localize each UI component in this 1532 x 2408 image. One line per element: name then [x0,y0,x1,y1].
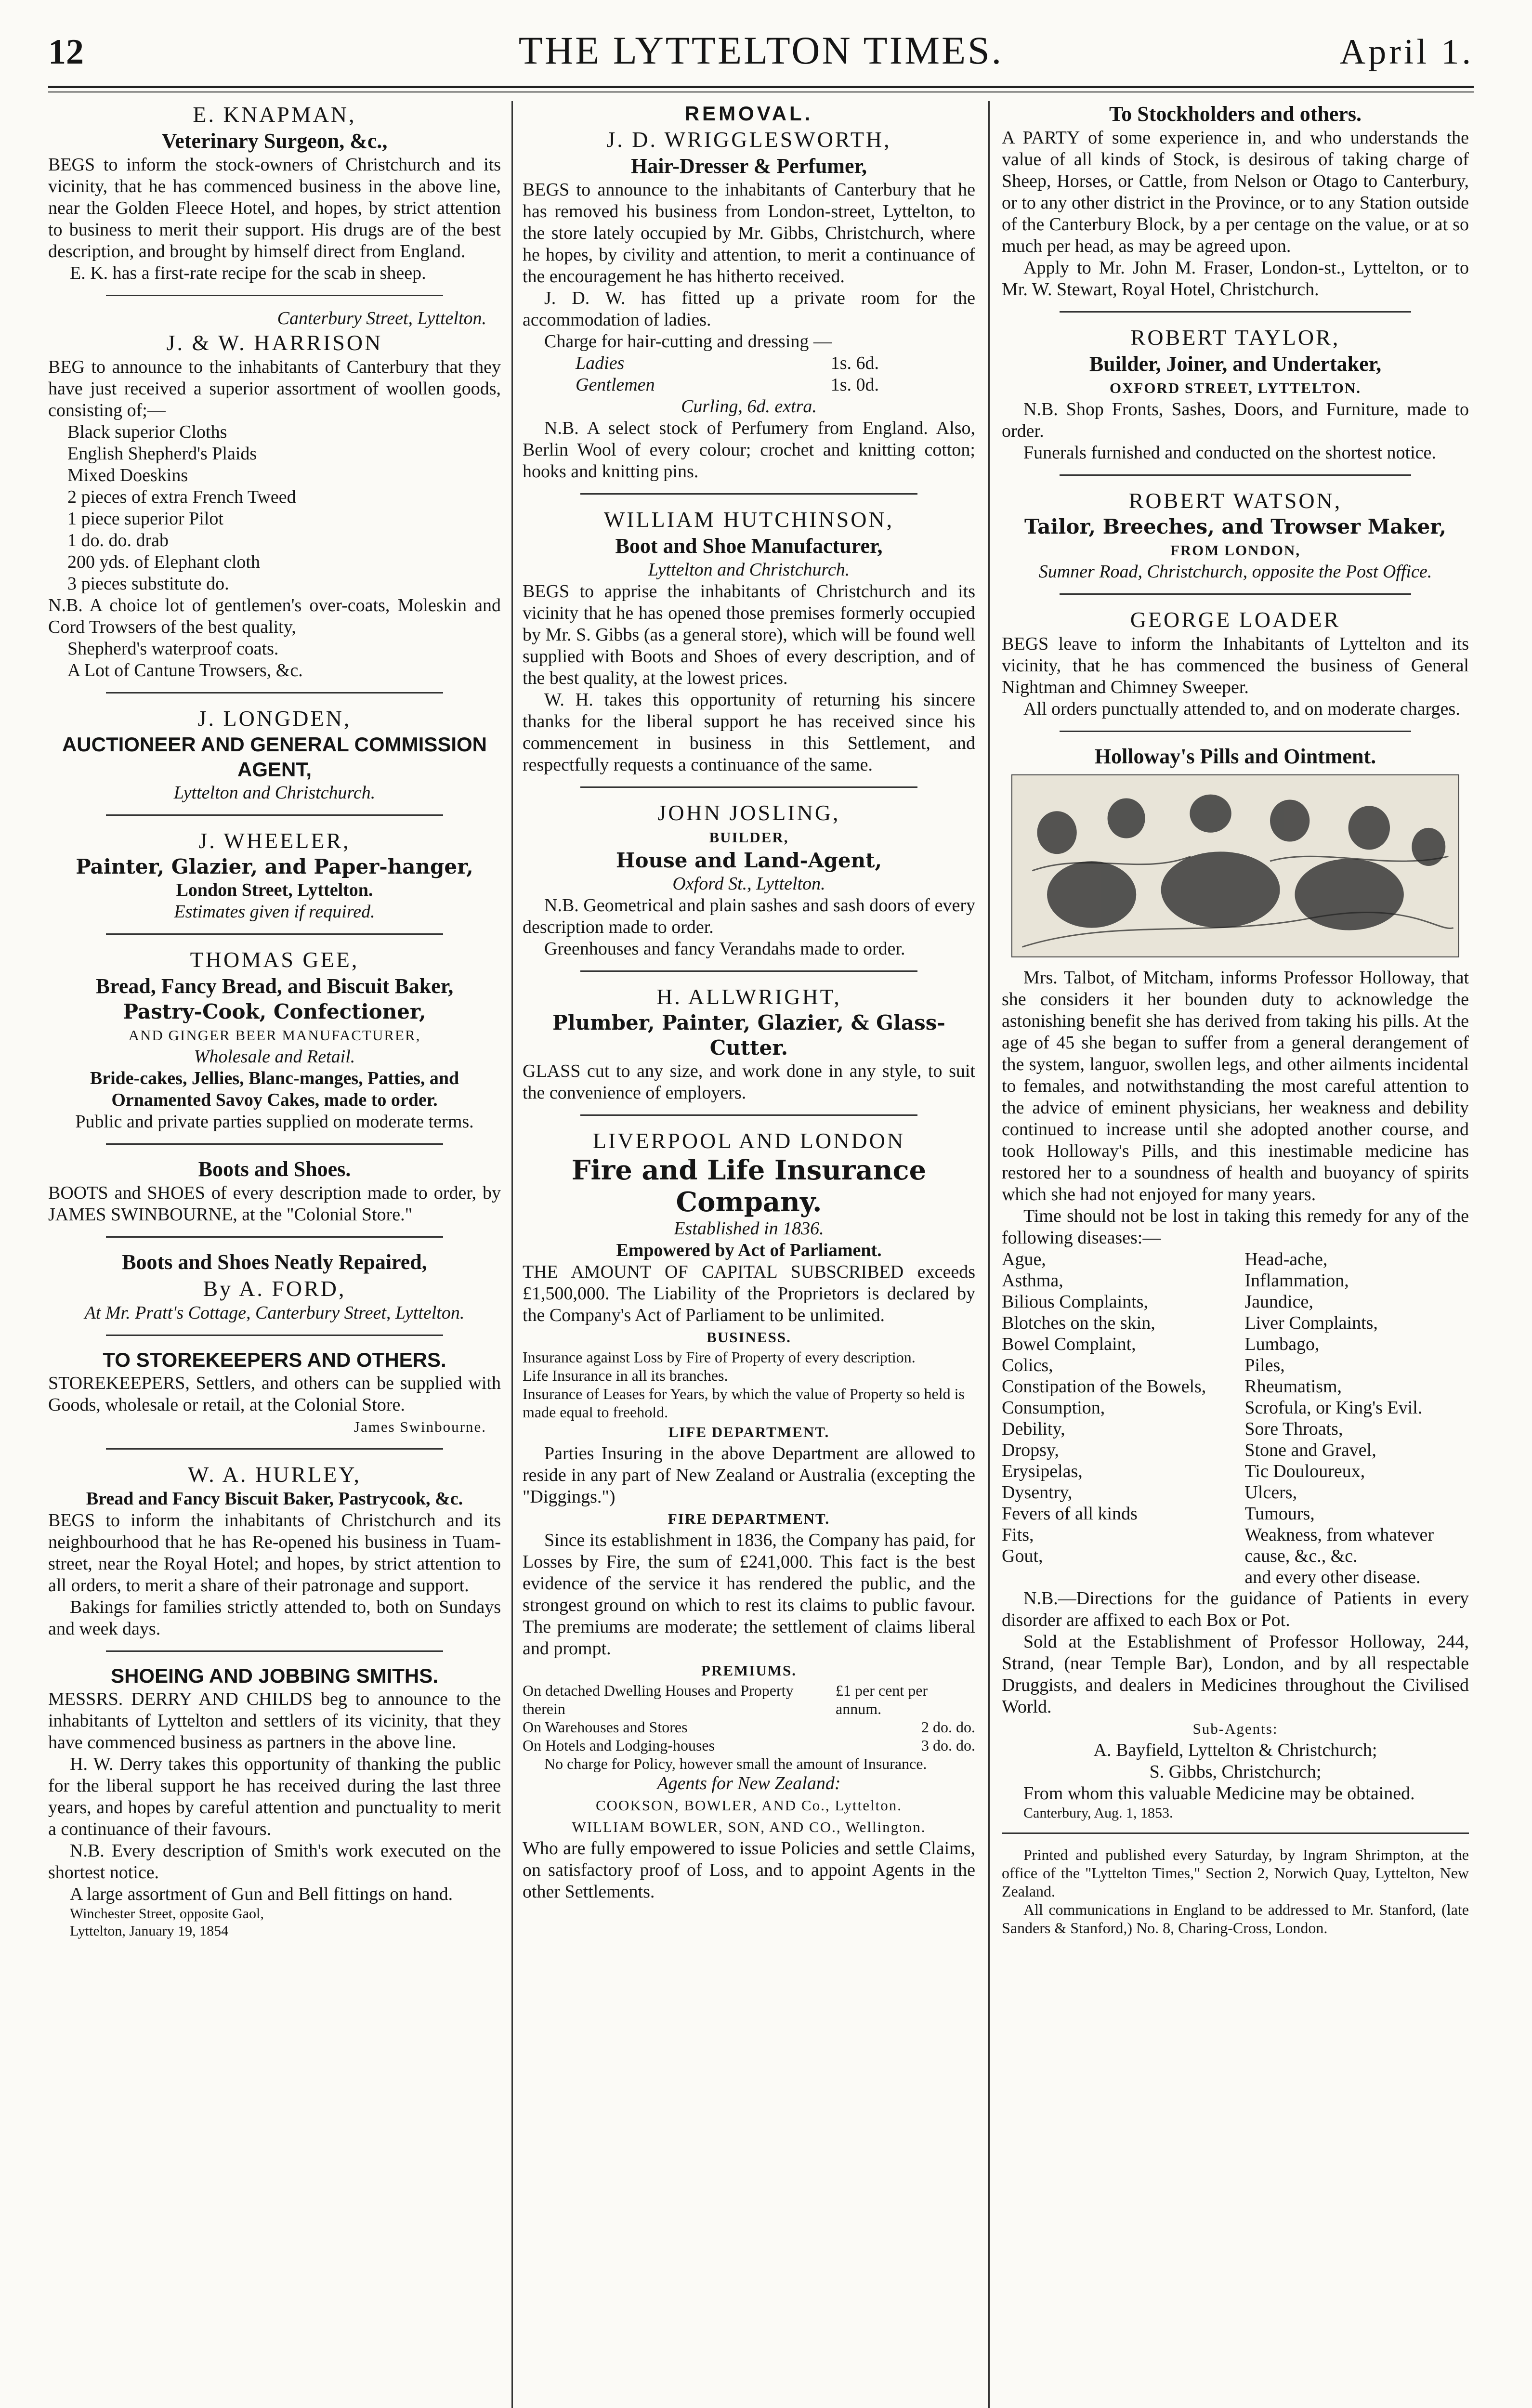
separator [106,814,443,816]
ad-title: LIVERPOOL AND LONDON [592,1128,905,1153]
agents-heading: Agents for New Zealand: [657,1773,841,1793]
ad-address: Canterbury Street, Lyttelton. [277,308,486,328]
page-number: 12 [48,32,84,72]
ad-nb: N.B. A select stock of Perfumery from England. Also, Berlin Wool of every colour; crochet and knitting cotton; hooks and knitting pins. [523,418,975,482]
subagents-heading: Sub-Agents: [1192,1720,1278,1737]
ad-body: STOREKEEPERS, Settlers, and others can be supplied with Goods, wholesale or retail, at the Colonial Store. [48,1373,501,1415]
ad-established: Established in 1836. [674,1218,824,1239]
separator [580,493,917,495]
subagent-line: A. Bayfield, Lyttelton & Christchurch; [1093,1740,1377,1760]
ad-apply: Apply to Mr. John M. Fraser, London-st., Lyttelton, or to Mr. W. Stewart, Royal Hotel, Christchurch. [1002,258,1469,300]
ad-name: J. D. WRIGGLESWORTH, [606,127,891,152]
diseases-list [1002,1249,1469,1588]
ad-title: Bread, Fancy Bread, and Biscuit Baker, [95,974,454,998]
ad-loader [1002,606,1469,720]
ad-body: A PARTY of some experience in, and who understands the value of all kinds of Stock, is desirous of taking charge of Sheep, Horses, or Cattle, from Nelson or Otago to Canterbury, or to any other district in the Province, or to any Station outside of the Canterbury Block, by a per centage on the value, or at so much per head, as may be agreed upon. [1002,128,1469,256]
ad-paragraph: W. H. takes this opportunity of returning his sincere thanks for the liberal support he has received since his commencement in business in this Settlement, and respectfully requests a continuance of the same. [523,690,975,775]
ad-trade: Pastry-Cook, Confectioner, [123,1000,426,1023]
column-2 [523,101,975,2408]
engraving-illustration [1011,774,1459,957]
price-value: 1s. 6d. [830,353,879,373]
ad-watson [1002,487,1469,583]
section-body: Parties Insuring in the above Department are allowed to reside in any part of New Zealand or Australia (excepting the "Diggings.") [523,1443,975,1507]
list-item: Insurance of Leases for Years, by which the value of Property so held is made equal to freehold. [523,1385,965,1421]
ad-title: Bread and Fancy Biscuit Baker, Pastrycook, &c. [86,1489,463,1509]
ad-paragraph: All orders punctually attended to, and on moderate charges. [1023,699,1460,719]
premium-row [523,1736,975,1754]
disease-item: Colics, [1002,1355,1053,1375]
imprint-address: All communications in England to be addressed to Mr. Stanford, (late Sanders & Stanford,) No. 8, Charing-Cross, London. [1002,1901,1469,1937]
ad-place: Lyttelton and Christchurch. [173,783,376,803]
section-heading: PREMIUMS. [701,1662,797,1679]
ad-title: Holloway's Pills and Ointment. [1094,745,1376,768]
ad-title: Boot and Shoe Manufacturer, [615,534,883,558]
disease-item: Gout, [1002,1546,1043,1566]
ad-trade: House and Land-Agent, [615,849,882,872]
ad-address: Sumner Road, Christchurch, opposite the Post Office. [1038,562,1432,582]
separator [106,1143,443,1145]
ad-boots [48,1156,501,1226]
ad-body: MESSRS. DERRY AND CHILDS beg to announce to the inhabitants of Lyttelton and settlers of its vicinity, that they have commenced business as partners in the above line. [48,1689,501,1753]
ad-body: BEGS to inform the inhabitants of Christchurch and its neighbourhood that he has Re-opened his business in Tuam-street, near the Royal Hotel; and hopes, by strict attention to all orders, to merit a share of their patronage and support. [48,1510,501,1596]
ad-name: ROBERT WATSON, [1128,488,1342,513]
ad-address: Oxford St., Lyttelton. [672,874,825,894]
list-item: A Lot of Cantune Trowsers, &c. [67,660,303,681]
disease-item: Fits, [1002,1525,1034,1545]
disease-item: Ague, [1002,1249,1046,1269]
price-label: Ladies [576,353,625,373]
masthead-rule [48,86,1474,88]
disease-item: Fevers of all kinds [1002,1504,1138,1524]
ad-hutchinson [523,506,975,776]
list-item: 2 pieces of extra French Tweed [67,487,296,507]
list-item: 3 pieces substitute do. [67,574,229,594]
separator [580,1114,917,1116]
ad-name: W. A. HURLEY, [188,1462,361,1487]
ad-name: JOHN JOSLING, [657,800,840,825]
ad-company: Fire and Life Insurance Company. [571,1154,927,1218]
disease-item: Dysentry, [1002,1482,1073,1503]
ad-trade: Tailor, Breeches, and Trowser Maker, [1024,515,1447,538]
disease-item: Tumours, [1244,1504,1315,1524]
disease-item: Head-ache, [1244,1249,1328,1269]
section-body: Since its establishment in 1836, the Company has paid, for Losses by Fire, the sum of £241,000. This fact is the best evidence of the service it has rendered the public, and the strongest ground on which to rest its claims to public favour. The premiums are moderate; the settlement of claims liberal and prompt. [523,1530,975,1659]
separator [580,786,917,788]
disease-item: Inflammation, [1244,1270,1349,1291]
ad-title: Boots and Shoes Neatly Repaired, [122,1250,427,1274]
list-item: 1 do. do. drab [67,530,169,550]
ad-act: Empowered by Act of Parliament. [616,1240,882,1260]
section-heading: LIFE DEPARTMENT. [668,1424,830,1440]
ad-from: FROM LONDON, [1170,542,1301,559]
disease-item: Rheumatism, [1244,1376,1342,1397]
ad-paragraph: Funerals furnished and conducted on the shortest notice. [1023,443,1436,463]
ad-wheeler [48,827,501,923]
ad-date: Canterbury, Aug. 1, 1853. [1023,1805,1173,1821]
ad-place: Lyttelton and Christchurch. [648,560,850,580]
separator [1060,731,1411,732]
ad-nb: N.B.—Directions for the guidance of Patients in every disorder are affixed to each Box or Pot. [1002,1588,1469,1630]
ad-body: THE AMOUNT OF CAPITAL SUBSCRIBED exceeds £1,500,000. The Liability of the Proprietors is declared by the Company's Act of Parliament to be unlimited. [523,1262,975,1325]
ad-title: SHOEING AND JOBBING SMITHS. [111,1664,438,1687]
ad-title: Builder, Joiner, and Undertaker, [1089,352,1382,376]
disease-item: Weakness, from whatever cause, &c., &c. [1244,1525,1434,1566]
disease-item: Piles, [1244,1355,1285,1375]
ad-smiths [48,1663,501,1940]
ad-name: GEORGE LOADER [1130,607,1341,632]
ad-taylor [1002,324,1469,464]
separator [106,1448,443,1450]
separator [106,295,443,296]
ad-paragraph: Greenhouses and fancy Verandahs made to order. [544,939,905,959]
ad-storekeepers [48,1348,501,1438]
disease-item: Liver Complaints, [1244,1313,1378,1333]
newspaper-title: THE LYTTELTON TIMES. [518,28,1004,72]
ad-signature: James Swinbourne. [354,1418,486,1435]
ad-title: Veterinary Surgeon, &c., [161,129,388,153]
ad-title: TO STOREKEEPERS AND OTHERS. [103,1348,446,1371]
ad-gee [48,946,501,1133]
disease-item: Erysipelas, [1002,1461,1083,1481]
separator [1060,593,1411,595]
ad-allwright [523,983,975,1104]
list-item: 200 yds. of Elephant cloth [67,552,260,572]
separator [1060,474,1411,476]
subagent-line: S. Gibbs, Christchurch; [1149,1762,1322,1782]
separator [106,1236,443,1238]
list-item: Insurance against Loss by Fire of Property of every description. [523,1348,916,1366]
ad-trade-2: AND GINGER BEER MANUFACTURER, [128,1027,421,1044]
disease-item: Asthma, [1002,1270,1063,1291]
issue-date: April 1. [1339,32,1474,72]
ad-whom: From whom this valuable Medicine may be obtained. [1023,1783,1415,1804]
premium-row [523,1718,975,1736]
ad-note: Public and private parties supplied on moderate terms. [75,1112,474,1132]
diseases-right [1244,1249,1469,1588]
imprint-text: Printed and published every Saturday, by Ingram Shrimpton, at the office of the "Lyttelton Times," Section 2, Norwich Quay, Lyttelton, New Zealand. [1002,1846,1469,1900]
ad-name: J. WHEELER, [198,828,351,853]
column-1 [48,101,501,2408]
price-value: 1s. 0d. [830,375,879,395]
premium-rate: 3 do. do. [921,1737,975,1754]
column-divider-1 [511,101,513,2408]
separator [106,933,443,935]
ad-note: Bakings for families strictly attended to, both on Sundays and week days. [48,1597,501,1639]
ad-stockholders [1002,101,1469,301]
ad-insurance [523,1127,975,1903]
separator [106,1335,443,1336]
masthead [48,28,1474,86]
separator [580,970,917,972]
ad-longden [48,705,501,804]
ad-by: By A. FORD, [203,1276,346,1301]
ad-name: E. KNAPMAN, [193,102,356,127]
ad-holloway [1002,744,1469,1822]
ad-title: Boots and Shoes. [198,1157,351,1181]
list-item: English Shepherd's Plaids [67,444,257,464]
ad-date: Lyttelton, January 19, 1854 [70,1923,229,1939]
disease-item: and every other disease. [1244,1567,1421,1587]
list-item: 1 piece superior Pilot [67,509,223,529]
section-heading: FIRE DEPARTMENT. [668,1510,830,1527]
disease-item: Ulcers, [1244,1482,1297,1503]
ad-address: OXFORD STREET, LYTTELTON. [1109,380,1362,396]
goods-list [48,421,501,681]
ad-harrison [48,308,501,681]
ad-hurley [48,1461,501,1640]
ad-paragraph: H. W. Derry takes this opportunity of thanking the public for the liberal support he has received during the last three years, and hopes by careful attention and punctuality to merit a continuance of their favours. [48,1754,501,1839]
disease-item: Consumption, [1002,1398,1105,1418]
separator [1002,1832,1469,1834]
imprint [1002,1845,1469,1937]
ad-removal [523,101,975,483]
ad-address: At Mr. Pratt's Cottage, Canterbury Street, Lyttelton. [84,1303,465,1323]
ad-closing: Who are fully empowered to issue Policies and settle Claims, on satisfactory proof of Loss, and to appoint Agents in the other Settlements. [523,1838,975,1902]
testimonial: Mrs. Talbot, of Mitcham, informs Professor Holloway, that she considers it her bounden duty to acknowledge the astonishing benefit she has derived from taking his pills. At the age of 45 she began to suffer from a general derangement of the system, languor, swollen legs, and other ailments incidental to females, and notwithstanding the most careful attention to the advice of eminent physicians, her weakness and debility continued to increase until she adopted another course, and took Holloway's Pills, and this inestimable medicine has restored her to a soundness of health and buoyancy of spirits which she had not enjoyed for many years. [1002,968,1469,1204]
ad-nb: N.B. Shop Fronts, Sashes, Doors, and Furniture, made to order. [1002,399,1469,441]
disease-item: Constipation of the Bowels, [1002,1376,1206,1397]
ad-trade: Painter, Glazier, and Paper-hanger, [76,855,473,878]
ad-address: London Street, Lyttelton. [176,880,373,900]
ad-nb: N.B. Geometrical and plain sashes and sash doors of every description made to order. [523,895,975,937]
separator [106,692,443,694]
agent-line: WILLIAM BOWLER, SON, AND CO., Wellington. [572,1819,926,1835]
disease-item: Stone and Gravel, [1244,1440,1376,1460]
engraving-art [1012,775,1458,956]
price-note: Curling, 6d. extra. [681,396,817,417]
disease-item: Blotches on the skin, [1002,1313,1155,1333]
premium-rate: 2 do. do. [921,1718,975,1736]
ad-paragraph: A large assortment of Gun and Bell fittings on hand. [70,1884,453,1904]
disease-item: Scrofula, or King's Evil. [1244,1398,1423,1418]
section-heading: BUSINESS. [707,1329,791,1346]
business-list [523,1348,975,1421]
ad-body: BEGS to announce to the inhabitants of Canterbury that he has removed his business from London-street, Lyttelton, to the store lately occupied by Mr. Gibbs, Christchurch, where he hopes, by civility and attention, to merit a continuance of the encouragement he has hitherto received. [523,180,975,287]
list-item: Shepherd's waterproof coats. [67,639,279,659]
ad-name: H. ALLWRIGHT, [656,984,841,1009]
price-row [523,353,975,374]
ad-name: J. LONGDEN, [197,706,352,731]
disease-item: Jaundice, [1244,1292,1313,1312]
ad-title: AUCTIONEER AND GENERAL COMMISSION AGENT, [62,733,487,781]
ad-note: Estimates given if required. [174,902,375,922]
price-row [523,374,975,396]
ad-address: Winchester Street, opposite Gaol, [70,1906,264,1922]
ad-trade: Plumber, Painter, Glazier, & Glass-Cutter. [552,1011,945,1060]
list-item: Mixed Doeskins [67,465,188,485]
ad-body: BEG to announce to the inhabitants of Canterbury that they have just received a superior assortment of woollen goods, consisting of;— [48,357,501,420]
disease-item: Debility, [1002,1419,1065,1439]
ad-body: Bride-cakes, Jellies, Blanc-manges, Patties, and Ornamented Savoy Cakes, made to order. [90,1068,459,1110]
price-heading: Charge for hair-cutting and dressing — [544,331,832,352]
column-3 [1002,101,1469,2408]
column-divider-2 [988,101,990,2408]
agent-line: COOKSON, BOWLER, AND Co., Lyttelton. [595,1797,903,1814]
price-label: Gentlemen [576,375,655,395]
premium-row [523,1681,975,1718]
ad-title: To Stockholders and others. [1109,102,1362,126]
disease-item: Lumbago, [1244,1334,1320,1354]
ad-sale: Wholesale and Retail. [194,1047,355,1067]
ad-body: BEGS to apprise the inhabitants of Christchurch and its vicinity that he has opened those premises formerly occupied by Mr. S. Gibbs (as a general store), which will be found well supplied with Boots and Shoes of every description, and of the best quality, at the lowest prices. [523,581,975,688]
ad-headline: REMOVAL. [684,102,813,125]
ad-body: GLASS cut to any size, and work done in any style, to suit the convenience of employers. [523,1061,975,1103]
disease-item: Sore Throats, [1244,1419,1343,1439]
ad-title: BUILDER, [709,829,789,846]
ad-sold: Sold at the Establishment of Professor Holloway, 244, Strand, (near Temple Bar), London, and by all respectable Druggists, and dealers in Medicines throughout the Civilised World. [1002,1632,1469,1717]
ad-body: BEGS leave to inform the Inhabitants of Lyttelton and its vicinity, that he has commenced the business of General Nightman and Chimney Sweeper. [1002,634,1469,697]
ad-name: WILLIAM HUTCHINSON, [603,507,894,532]
separator [106,1650,443,1652]
diseases-left [1002,1249,1226,1588]
ad-body: BOOTS and SHOES of every description made to order, by JAMES SWINBOURNE, at the "Colonial Store." [48,1183,501,1225]
list-item: Life Insurance in all its branches. [523,1367,728,1384]
premium-label: On Warehouses and Stores [523,1718,688,1736]
list-item: Black superior Cloths [67,422,227,442]
ad-paragraph: J. D. W. has fitted up a private room for the accommodation of ladies. [523,288,975,330]
ad-josling [523,799,975,960]
disease-item: Bilious Complaints, [1002,1292,1149,1312]
ad-name: J. & W. HARRISON [166,330,383,355]
ad-body: BEGS to inform the stock-owners of Christchurch and its vicinity, that he has commenced business in the above line, near the Golden Fleece Hotel, and hopes, by strict attention to business to merit their support. His drugs are of the best description, and brought by himself direct from England. [48,155,501,262]
ad-nb: N.B. Every description of Smith's work executed on the shortest notice. [48,1841,501,1883]
disease-item: Tic Douloureux, [1244,1461,1365,1481]
ad-knapman [48,101,501,284]
ad-note: E. K. has a first-rate recipe for the scab in sheep. [70,263,426,283]
diseases-intro: Time should not be lost in taking this remedy for any of the following diseases:— [1002,1206,1469,1248]
premium-note: No charge for Policy, however small the amount of Insurance. [544,1755,927,1772]
disease-item: Dropsy, [1002,1440,1059,1460]
premium-label: On detached Dwelling Houses and Property therein [523,1682,794,1717]
premium-label: On Hotels and Lodging-houses [523,1737,715,1754]
ad-ford [48,1249,501,1324]
ad-name: ROBERT TAYLOR, [1130,325,1340,350]
ad-trade: Hair-Dresser & Perfumer, [631,154,867,178]
separator [1060,311,1411,313]
disease-item: Bowel Complaint, [1002,1334,1136,1354]
premium-rate: £1 per cent per annum. [836,1682,928,1717]
ad-nb: N.B. A choice lot of gentlemen's over-coats, Moleskin and Cord Trowsers of the best quality, [48,595,501,637]
ad-name: THOMAS GEE, [190,947,359,972]
